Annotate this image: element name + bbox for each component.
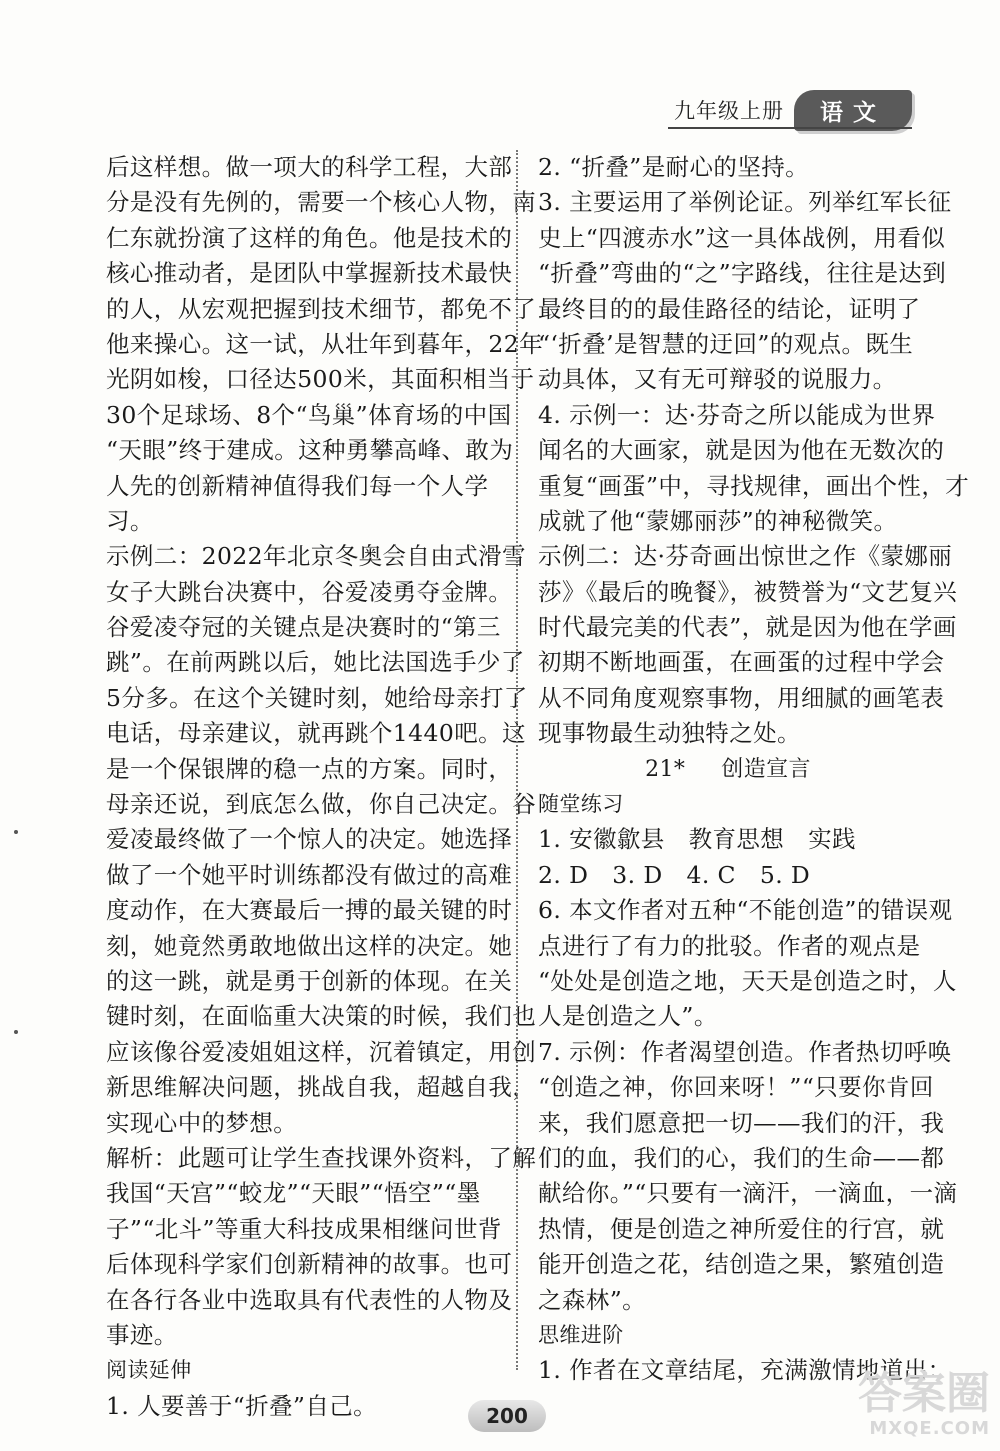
text-line: 能开创造之花，结创造之果，繁殖创造 bbox=[538, 1250, 945, 1279]
text-line: “处处是创造之地，天天是创造之时，人 bbox=[538, 966, 957, 995]
text-line: 做了一个她平时训练都没有做过的高难 bbox=[106, 860, 513, 889]
text-line: 史上“四渡赤水”这一具体战例，用看似 bbox=[538, 223, 946, 252]
text-line: 们的血，我们的心，我们的生命——都 bbox=[538, 1143, 945, 1172]
text-line: 子”“北斗”等重大科技成果相继问世背 bbox=[106, 1214, 502, 1243]
text-line: 献给你。”“只要有一滴汗，一滴血，一滴 bbox=[538, 1179, 958, 1208]
text-line: 动具体，又有无可辩驳的说服力。 bbox=[538, 365, 897, 394]
text-line: 现事物最生动独特之处。 bbox=[538, 719, 801, 748]
text-line: 跳”。在前两跳以后，她比法国选手少了 bbox=[106, 648, 525, 677]
text-line: 成就了他“蒙娜丽莎”的神秘微笑。 bbox=[538, 506, 898, 535]
text-line: 2. D 3. D 4. C 5. D bbox=[538, 860, 811, 889]
section-heading: 随堂练习 bbox=[538, 792, 624, 817]
text-line: 示例二：2022年北京冬奥会自由式滑雪 bbox=[106, 542, 526, 571]
text-line: 我国“天宫”“蛟龙”“天眼”“悟空”“墨 bbox=[106, 1179, 481, 1208]
text-line: 热情，便是创造之神所爱住的行宫，就 bbox=[538, 1214, 945, 1243]
right-column bbox=[538, 150, 970, 1389]
text-line: 4. 示例一：达·芬奇之所以能成为世界 bbox=[538, 400, 936, 429]
text-line: “天眼”终于建成。这种勇攀高峰、敢为 bbox=[106, 436, 514, 465]
text-line: 人先的创新精神值得我们每一个人学 bbox=[106, 471, 489, 500]
text-line: 实现心中的梦想。 bbox=[106, 1108, 298, 1137]
text-line: 30个足球场、8个“鸟巢”体育场的中国 bbox=[106, 400, 512, 429]
text-line: 来，我们愿意把一切——我们的汗，我 bbox=[538, 1108, 945, 1137]
text-line: 他来操心。这一试，从壮年到暮年，22年 bbox=[106, 329, 544, 358]
text-line: 后体现科学家们创新精神的故事。也可 bbox=[106, 1250, 513, 1279]
text-line: 在各行各业中选取具有代表性的人物及 bbox=[106, 1285, 513, 1314]
text-line: 键时刻，在面临重大决策的时候，我们也 bbox=[106, 1002, 537, 1031]
section-heading: 思维进阶 bbox=[538, 1322, 624, 1347]
text-line: 的这一跳，就是勇于创新的体现。在关 bbox=[106, 966, 513, 995]
watermark-url: MXQE.COM bbox=[869, 1418, 990, 1439]
page-number: 200 bbox=[468, 1400, 546, 1432]
watermark-logo-text: 答案圈 bbox=[858, 1368, 990, 1419]
text-line: 之森林”。 bbox=[538, 1285, 647, 1314]
grade-label: 九年级上册 bbox=[674, 99, 784, 123]
text-line: 光阴如梭，口径达500米，其面积相当于 bbox=[106, 365, 535, 394]
text-line: 重复“画蛋”中，寻找规律，画出个性，才 bbox=[538, 471, 970, 500]
text-line: 新思维解决问题，挑战自我，超越自我， bbox=[106, 1073, 537, 1102]
text-line: 莎》《最后的晚餐》，被赞誉为“文艺复兴 bbox=[538, 577, 958, 606]
section-heading: 阅读延伸 bbox=[106, 1358, 192, 1383]
text-line: 初期不断地画蛋，在画蛋的过程中学会 bbox=[538, 648, 945, 677]
right-column-bottom bbox=[538, 787, 958, 1389]
watermark bbox=[840, 1370, 990, 1439]
text-line: 示例二：达·芬奇画出惊世之作《蒙娜丽 bbox=[538, 542, 953, 571]
page-header bbox=[674, 88, 912, 132]
text-line: 分是没有先例的，需要一个核心人物，南 bbox=[106, 188, 537, 217]
text-line: 5分多。在这个关键时刻，她给母亲打了 bbox=[106, 683, 528, 712]
text-line: 的人，从宏观把握到技术细节，都免不了 bbox=[106, 294, 537, 323]
text-line: 谷爱凌夺冠的关键点是决赛时的“第三 bbox=[106, 613, 501, 642]
text-line: 1. 安徽歙县 教育思想 实践 bbox=[538, 825, 856, 854]
text-line: 最终目的的最佳路径的结论，证明了 bbox=[538, 294, 921, 323]
right-column-top bbox=[538, 150, 970, 752]
text-line: 仁东就扮演了这样的角色。他是技术的 bbox=[106, 223, 513, 252]
text-line: “折叠”弯曲的“之”字路线，往往是达到 bbox=[538, 259, 947, 288]
text-line: 母亲还说，到底怎么做，你自己决定。谷 bbox=[106, 790, 537, 819]
text-line: 女子大跳台决赛中，谷爱凌勇夺金牌。 bbox=[106, 577, 513, 606]
text-line: 1. 人要善于“折叠”自己。 bbox=[106, 1391, 378, 1420]
text-line: 应该像谷爱凌姐姐这样，沉着镇定，用创 bbox=[106, 1037, 537, 1066]
text-line: 是一个保银牌的稳一点的方案。同时， bbox=[106, 754, 513, 783]
text-line: 爱凌最终做了一个惊人的决定。她选择 bbox=[106, 825, 513, 854]
header-rule bbox=[668, 127, 912, 129]
text-line: 人是创造之人”。 bbox=[538, 1002, 718, 1031]
text-line: 3. 主要运用了举例论证。列举红军长征 bbox=[538, 188, 952, 217]
text-line: 解析：此题可让学生查找课外资料，了解 bbox=[106, 1143, 537, 1172]
scan-speck bbox=[14, 830, 18, 834]
text-line: 电话，母亲建议，就再跳个1440吧。这 bbox=[106, 719, 526, 748]
text-line: 习。 bbox=[106, 506, 154, 535]
scan-speck bbox=[14, 1030, 18, 1034]
text-line: 时代最完美的代表”，就是因为他在学画 bbox=[538, 613, 957, 642]
text-line: 2. “折叠”是耐心的坚持。 bbox=[538, 153, 810, 181]
text-line: 6. 本文作者对五种“不能创造”的错误观 bbox=[538, 896, 953, 925]
text-line: 1. 作者在文章结尾，充满激情地道出： bbox=[538, 1356, 952, 1385]
text-line: “创造之神，你回来呀！”“只要你肯回 bbox=[538, 1073, 934, 1102]
text-line: 事迹。 bbox=[106, 1320, 178, 1349]
text-line: 刻，她竟然勇敢地做出这样的决定。她 bbox=[106, 931, 513, 960]
lesson-title bbox=[538, 752, 918, 787]
text-line: 点进行了有力的批驳。作者的观点是 bbox=[538, 931, 921, 960]
text-line: 7. 示例：作者渴望创造。作者热切呼唤 bbox=[538, 1037, 952, 1066]
text-line: “‘折叠’是智慧的迂回”的观点。既生 bbox=[538, 329, 914, 358]
column-divider bbox=[516, 150, 518, 1370]
lesson-title-text: 创造宣言 bbox=[721, 756, 811, 782]
text-line: 度动作，在大赛最后一搏的最关键的时 bbox=[106, 896, 513, 925]
text-line: 闻名的大画家，就是因为他在无数次的 bbox=[538, 436, 945, 465]
text-line: 后这样想。做一项大的科学工程，大部 bbox=[106, 153, 513, 181]
lesson-number: 21* bbox=[645, 756, 686, 782]
text-line: 核心推动者，是团队中掌握新技术最快 bbox=[106, 259, 513, 288]
subject-badge: 语文 bbox=[794, 90, 912, 131]
text-line: 从不同角度观察事物，用细腻的画笔表 bbox=[538, 683, 945, 712]
